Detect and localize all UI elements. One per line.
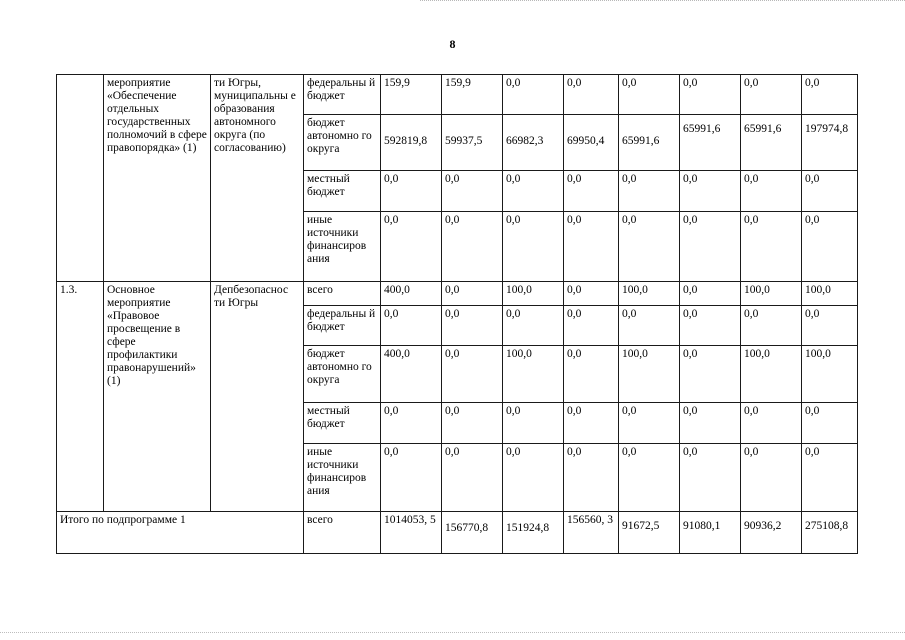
source-cell: бюджет автономно го округа	[304, 115, 381, 171]
value-cell: 0,0	[442, 444, 503, 512]
value-cell: 0,0	[564, 306, 619, 346]
value-cell: 0,0	[680, 282, 741, 306]
value-cell: 66982,3	[503, 115, 564, 171]
value-cell: 100,0	[619, 346, 680, 403]
value-cell: 69950,4	[564, 115, 619, 171]
row-number-cell	[57, 75, 104, 282]
total-value-cell: 1014053, 5	[381, 512, 442, 554]
source-cell: федеральны й бюджет	[304, 306, 381, 346]
value-cell: 0,0	[564, 403, 619, 444]
total-value-cell: 156560, 3	[564, 512, 619, 554]
value-cell: 0,0	[381, 306, 442, 346]
value-cell: 0,0	[442, 171, 503, 212]
value-cell: 0,0	[442, 306, 503, 346]
scan-artifact-bottom	[0, 632, 905, 636]
value-cell: 0,0	[564, 444, 619, 512]
value-cell: 0,0	[564, 171, 619, 212]
value-cell: 0,0	[619, 403, 680, 444]
value-cell: 0,0	[802, 212, 858, 282]
value-cell: 65991,6	[619, 115, 680, 171]
value-cell: 0,0	[802, 306, 858, 346]
table-row	[57, 75, 858, 115]
source-cell: бюджет автономно го округа	[304, 346, 381, 403]
total-value-cell: 91672,5	[619, 512, 680, 554]
value-cell: 100,0	[802, 282, 858, 306]
value-cell: 0,0	[619, 212, 680, 282]
value-cell: 0,0	[619, 75, 680, 115]
value-cell: 0,0	[680, 212, 741, 282]
total-label-cell: Итого по подпрограмме 1	[57, 512, 304, 554]
value-cell: 0,0	[741, 444, 802, 512]
table-row	[57, 282, 858, 306]
value-cell: 159,9	[442, 75, 503, 115]
value-cell: 197974,8	[802, 115, 858, 171]
value-cell: 0,0	[741, 306, 802, 346]
activity-name-cell: Основное мероприятие «Правовое просвещение в сфере профилактики правонарушений» (1)	[104, 282, 211, 512]
source-cell: всего	[304, 512, 381, 554]
value-cell: 0,0	[503, 171, 564, 212]
responsible-cell: Депбезопаснос ти Югры	[211, 282, 304, 512]
total-value-cell: 91080,1	[680, 512, 741, 554]
value-cell: 0,0	[802, 403, 858, 444]
value-cell: 100,0	[741, 346, 802, 403]
value-cell: 0,0	[802, 444, 858, 512]
value-cell: 0,0	[564, 346, 619, 403]
value-cell: 0,0	[680, 346, 741, 403]
value-cell: 0,0	[381, 212, 442, 282]
value-cell: 100,0	[802, 346, 858, 403]
value-cell: 0,0	[564, 282, 619, 306]
source-cell: иные источники финансиров ания	[304, 212, 381, 282]
value-cell: 65991,6	[741, 115, 802, 171]
value-cell: 0,0	[503, 75, 564, 115]
value-cell: 0,0	[741, 403, 802, 444]
value-cell: 0,0	[680, 444, 741, 512]
value-cell: 592819,8	[381, 115, 442, 171]
value-cell: 100,0	[619, 282, 680, 306]
value-cell: 0,0	[741, 171, 802, 212]
value-cell: 0,0	[680, 306, 741, 346]
value-cell: 0,0	[442, 403, 503, 444]
value-cell: 159,9	[381, 75, 442, 115]
total-value-cell: 151924,8	[503, 512, 564, 554]
value-cell: 0,0	[802, 171, 858, 212]
row-number-cell: 1.3.	[57, 282, 104, 512]
value-cell: 100,0	[741, 282, 802, 306]
value-cell: 0,0	[564, 75, 619, 115]
source-cell: федеральны й бюджет	[304, 75, 381, 115]
value-cell: 0,0	[503, 444, 564, 512]
value-cell: 0,0	[503, 212, 564, 282]
value-cell: 0,0	[381, 444, 442, 512]
scan-artifact-top	[420, 0, 905, 4]
total-row	[57, 512, 858, 554]
total-value-cell: 156770,8	[442, 512, 503, 554]
value-cell: 0,0	[442, 282, 503, 306]
value-cell: 65991,6	[680, 115, 741, 171]
value-cell: 0,0	[680, 171, 741, 212]
value-cell: 0,0	[741, 212, 802, 282]
value-cell: 0,0	[619, 444, 680, 512]
value-cell: 100,0	[503, 282, 564, 306]
value-cell: 0,0	[564, 212, 619, 282]
page-number: 8	[449, 37, 456, 51]
table-body	[57, 75, 858, 554]
value-cell: 59937,5	[442, 115, 503, 171]
activity-name-cell: мероприятие «Обеспечение отдельных государственных полномочий в сфере правопорядка» (1)	[104, 75, 211, 282]
value-cell: 400,0	[381, 282, 442, 306]
total-value-cell: 90936,2	[741, 512, 802, 554]
value-cell: 0,0	[802, 75, 858, 115]
value-cell: 100,0	[503, 346, 564, 403]
source-cell: местный бюджет	[304, 171, 381, 212]
value-cell: 0,0	[741, 75, 802, 115]
value-cell: 0,0	[619, 306, 680, 346]
budget-table	[56, 74, 858, 554]
value-cell: 0,0	[442, 346, 503, 403]
total-value-cell: 275108,8	[802, 512, 858, 554]
value-cell: 400,0	[381, 346, 442, 403]
value-cell: 0,0	[680, 403, 741, 444]
source-cell: местный бюджет	[304, 403, 381, 444]
value-cell: 0,0	[680, 75, 741, 115]
source-cell: иные источники финансиров ания	[304, 444, 381, 512]
source-cell: всего	[304, 282, 381, 306]
value-cell: 0,0	[442, 212, 503, 282]
value-cell: 0,0	[381, 403, 442, 444]
responsible-cell: ти Югры, муниципальны е образования автономного округа (по согласованию)	[211, 75, 304, 282]
value-cell: 0,0	[619, 171, 680, 212]
value-cell: 0,0	[503, 306, 564, 346]
value-cell: 0,0	[381, 171, 442, 212]
value-cell: 0,0	[503, 403, 564, 444]
